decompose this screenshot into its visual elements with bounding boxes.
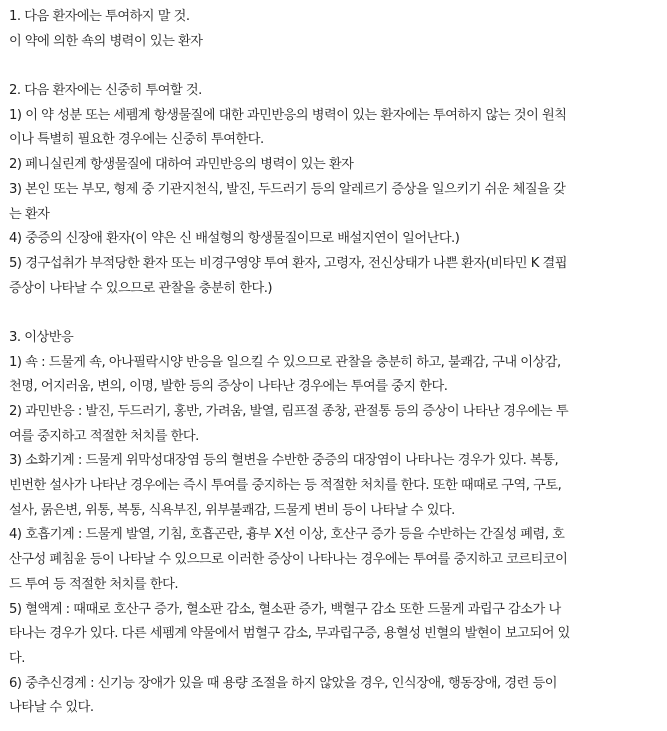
section-3-line: 설사, 묽은변, 위통, 복통, 식욕부진, 위부불쾌감, 드물게 변비 등이 나타날 수 있다. bbox=[9, 502, 455, 518]
section-3-line: 여를 중지하고 적절한 처치를 한다. bbox=[9, 428, 199, 444]
section-1-heading: 1. 다음 환자에는 투여하지 말 것. bbox=[9, 9, 190, 24]
paragraph-spacer bbox=[9, 301, 664, 326]
section-2-heading: 2. 다음 환자에는 신중히 투여할 것. bbox=[9, 83, 202, 99]
section-3-line: 6) 중추신경계 : 신기능 장애가 있을 때 용량 조절을 하지 않았을 경우, 인식장애, 행동장애, 경련 등이 bbox=[9, 675, 558, 691]
section-3-line: 드 투여 등 적절한 처치를 한다. bbox=[9, 576, 179, 592]
section-2-line: 2) 페니실린계 항생물질에 대하여 과민반응의 병력이 있는 환자 bbox=[9, 157, 354, 173]
section-2-line: 는 환자 bbox=[9, 206, 50, 222]
section-3-line: 1) 쇽 : 드물게 쇽, 아나필락시양 반응을 일으킬 수 있으므로 관찰을 충분히 하고, 불쾌감, 구내 이상감, bbox=[9, 354, 561, 370]
section-2-line: 증상이 나타날 수 있으므로 관찰을 충분히 한다.) bbox=[9, 280, 273, 296]
section-2-line: 이나 특별히 필요한 경우에는 신중히 투여한다. bbox=[9, 132, 264, 148]
section-2-line: 4) 중증의 신장애 환자(이 약은 신 배설형의 항생물질이므로 배설지연이 일어난다.) bbox=[9, 231, 460, 247]
section-2-line: 5) 경구섭취가 부적당한 환자 또는 비경구영양 투여 환자, 고령자, 전신상태가 나쁜 환자(비타민 K 결핍 bbox=[9, 255, 568, 271]
section-3-line: 천명, 어지러움, 변의, 이명, 발한 등의 증상이 나타난 경우에는 투여를 중지 한다. bbox=[9, 379, 448, 395]
section-3-line: 산구성 폐침윤 등이 나타날 수 있으므로 이러한 증상이 나타나는 경우에는 투여를 중지하고 코르티코이 bbox=[9, 552, 568, 568]
section-3-line: 2) 과민반응 : 발진, 두드러기, 홍반, 가려움, 발열, 림프절 종창, 관절통 등의 증상이 나타난 경우에는 투 bbox=[9, 404, 569, 419]
section-2-line: 1) 이 약 성분 또는 세펨계 항생물질에 대한 과민반응의 병력이 있는 환자에는 투여하지 않는 것이 원칙 bbox=[9, 107, 567, 123]
section-3-heading: 3. 이상반응 bbox=[9, 329, 74, 345]
section-3-line: 5) 혈액계 : 때때로 호산구 증가, 혈소판 감소, 혈소판 증가, 백혈구 감소 또한 드물게 과립구 감소가 나 bbox=[9, 601, 561, 617]
section-3-line: 4) 호흡기계 : 드물게 발열, 기침, 호흡곤란, 흉부 X선 이상, 호산구 증가 등을 수반하는 간질성 폐렴, 호 bbox=[9, 527, 565, 543]
section-3-line: 나타날 수 있다. bbox=[9, 700, 94, 716]
section-2-line: 3) 본인 또는 부모, 형제 중 기관지천식, 발진, 두드러기 등의 알레르기 증상을 일으키기 쉬운 체질을 갖 bbox=[9, 181, 566, 197]
section-3-line: 타나는 경우가 있다. 다른 세펨계 약물에서 범혈구 감소, 무과립구증, 용혈성 빈혈의 발현이 보고되어 있 bbox=[9, 626, 570, 642]
paragraph-spacer bbox=[9, 54, 664, 79]
section-3-line: 빈번한 설사가 나타난 경우에는 즉시 투여를 중지하는 등 적절한 처치를 한다. 또한 때때로 구역, 구토, bbox=[9, 478, 562, 494]
section-3-line: 3) 소화기계 : 드물게 위막성대장염 등의 혈변을 수반한 중증의 대장염이 나타나는 경우가 있다. 복통, bbox=[9, 453, 559, 469]
section-3-line: 다. bbox=[9, 650, 25, 666]
section-1-line: 이 약에 의한 쇽의 병력이 있는 환자 bbox=[9, 33, 203, 49]
document-body bbox=[9, 5, 664, 721]
